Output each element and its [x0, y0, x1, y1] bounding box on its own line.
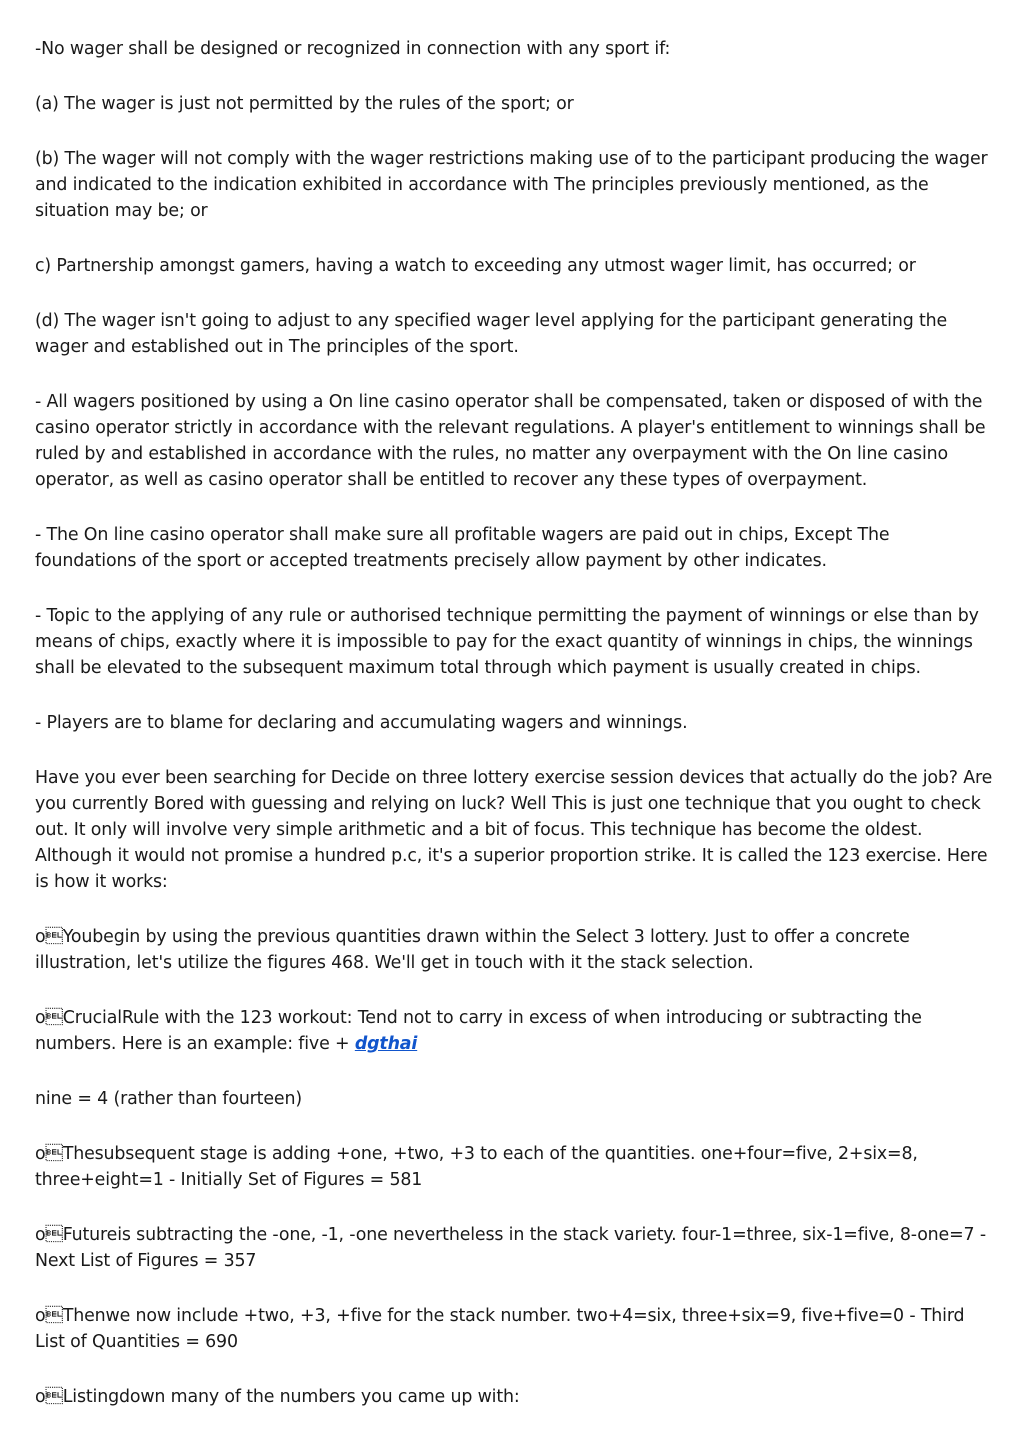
bullet-listing-numbers: oListingdown many of the numbers you came up with:	[35, 1387, 520, 1407]
paragraph-lottery-intro: Have you ever been searching for Decide on three lottery exercise session devices that actually do the job? Are you currently Bored with guessing and relying on luck? Well This is just one technique that you ought to check out. It only will involve very simple arithmetic and a bit of focus. This technique has become the oldest. Although it would not promise a hundred p.c, it's a superior proportion strike. It is called the 123 exercise. Here is how it works:	[35, 768, 993, 892]
paragraph-rule-d: (d) The wager isn't going to adjust to any specified wager level applying for the participant generating the wager and established out in The principles of the sport.	[35, 311, 948, 357]
bullet-first-set: oThesubsequent stage is adding +one, +two, +3 to each of the quantities. one+four=five, 2+six=8, three+eight=1 - Initially Set of Figures = 581	[35, 1144, 918, 1190]
paragraph-wagers-compensated: - All wagers positioned by using a On line casino operator shall be compensated, taken or disposed of with the casino operator strictly in accordance with the relevant regulations. A player's entitlement to winnings shall be ruled by and established in accordance with the rules, no matter any overpayment with the On line casino operator, as well as casino operator shall be entitled to recover any these types of overpayment.	[35, 392, 986, 490]
paragraph-rule-b: (b) The wager will not comply with the wager restrictions making use of to the participant producing the wager and indicated to the indication exhibited in accordance with The principles previously mentioned, as the situation may be; or	[35, 149, 988, 221]
paragraph-paid-in-chips: - The On line casino operator shall make sure all profitable wagers are paid out in chips, Except The foundations of the sport or accepted treatments precisely allow payment by other indicates.	[35, 525, 890, 571]
dgthai-link[interactable]: dgthai	[354, 1034, 418, 1054]
bullet-second-set: oFutureis subtracting the -one, -1, -one nevertheless in the stack variety. four-1=three, six-1=five, 8-one=7 - Next List of Figures = 357	[35, 1225, 986, 1271]
paragraph-rule-c: c) Partnership amongst gamers, having a watch to exceeding any utmost wager limit, has occurred; or	[35, 256, 916, 276]
bullet-crucial-rule-text: oCrucialRule with the 123 workout: Tend not to carry in excess of when introducing or subtracting the numbers. Here is an example: five +	[35, 1008, 922, 1054]
bullet-third-set: oThenwe now include +two, +3, +five for the stack number. two+4=six, three+six=9, five+five=0 - Third List of Quantities = 690	[35, 1306, 965, 1352]
paragraph-nine-equals-four: nine = 4 (rather than fourteen)	[35, 1089, 302, 1109]
document-body	[35, 36, 995, 1439]
bullet-crucial-rule	[35, 1005, 995, 1057]
paragraph-players-responsible: - Players are to blame for declaring and accumulating wagers and winnings.	[35, 713, 688, 733]
bullet-stack-selection: oYoubegin by using the previous quantities drawn within the Select 3 lottery. Just to offer a concrete illustration, let's utilize the figures 468. We'll get in touch with it the stack selection.	[35, 927, 910, 973]
paragraph-winnings-elevated: - Topic to the applying of any rule or authorised technique permitting the payment of winnings or else than by means of chips, exactly where it is impossible to pay for the exact quantity of winnings in chips, the winnings shall be elevated to the subsequent maximum total through which payment is usually created in chips.	[35, 606, 979, 678]
paragraph-wager-rule-intro: -No wager shall be designed or recognized in connection with any sport if:	[35, 39, 671, 59]
paragraph-rule-a: (a) The wager is just not permitted by the rules of the sport; or	[35, 94, 574, 114]
